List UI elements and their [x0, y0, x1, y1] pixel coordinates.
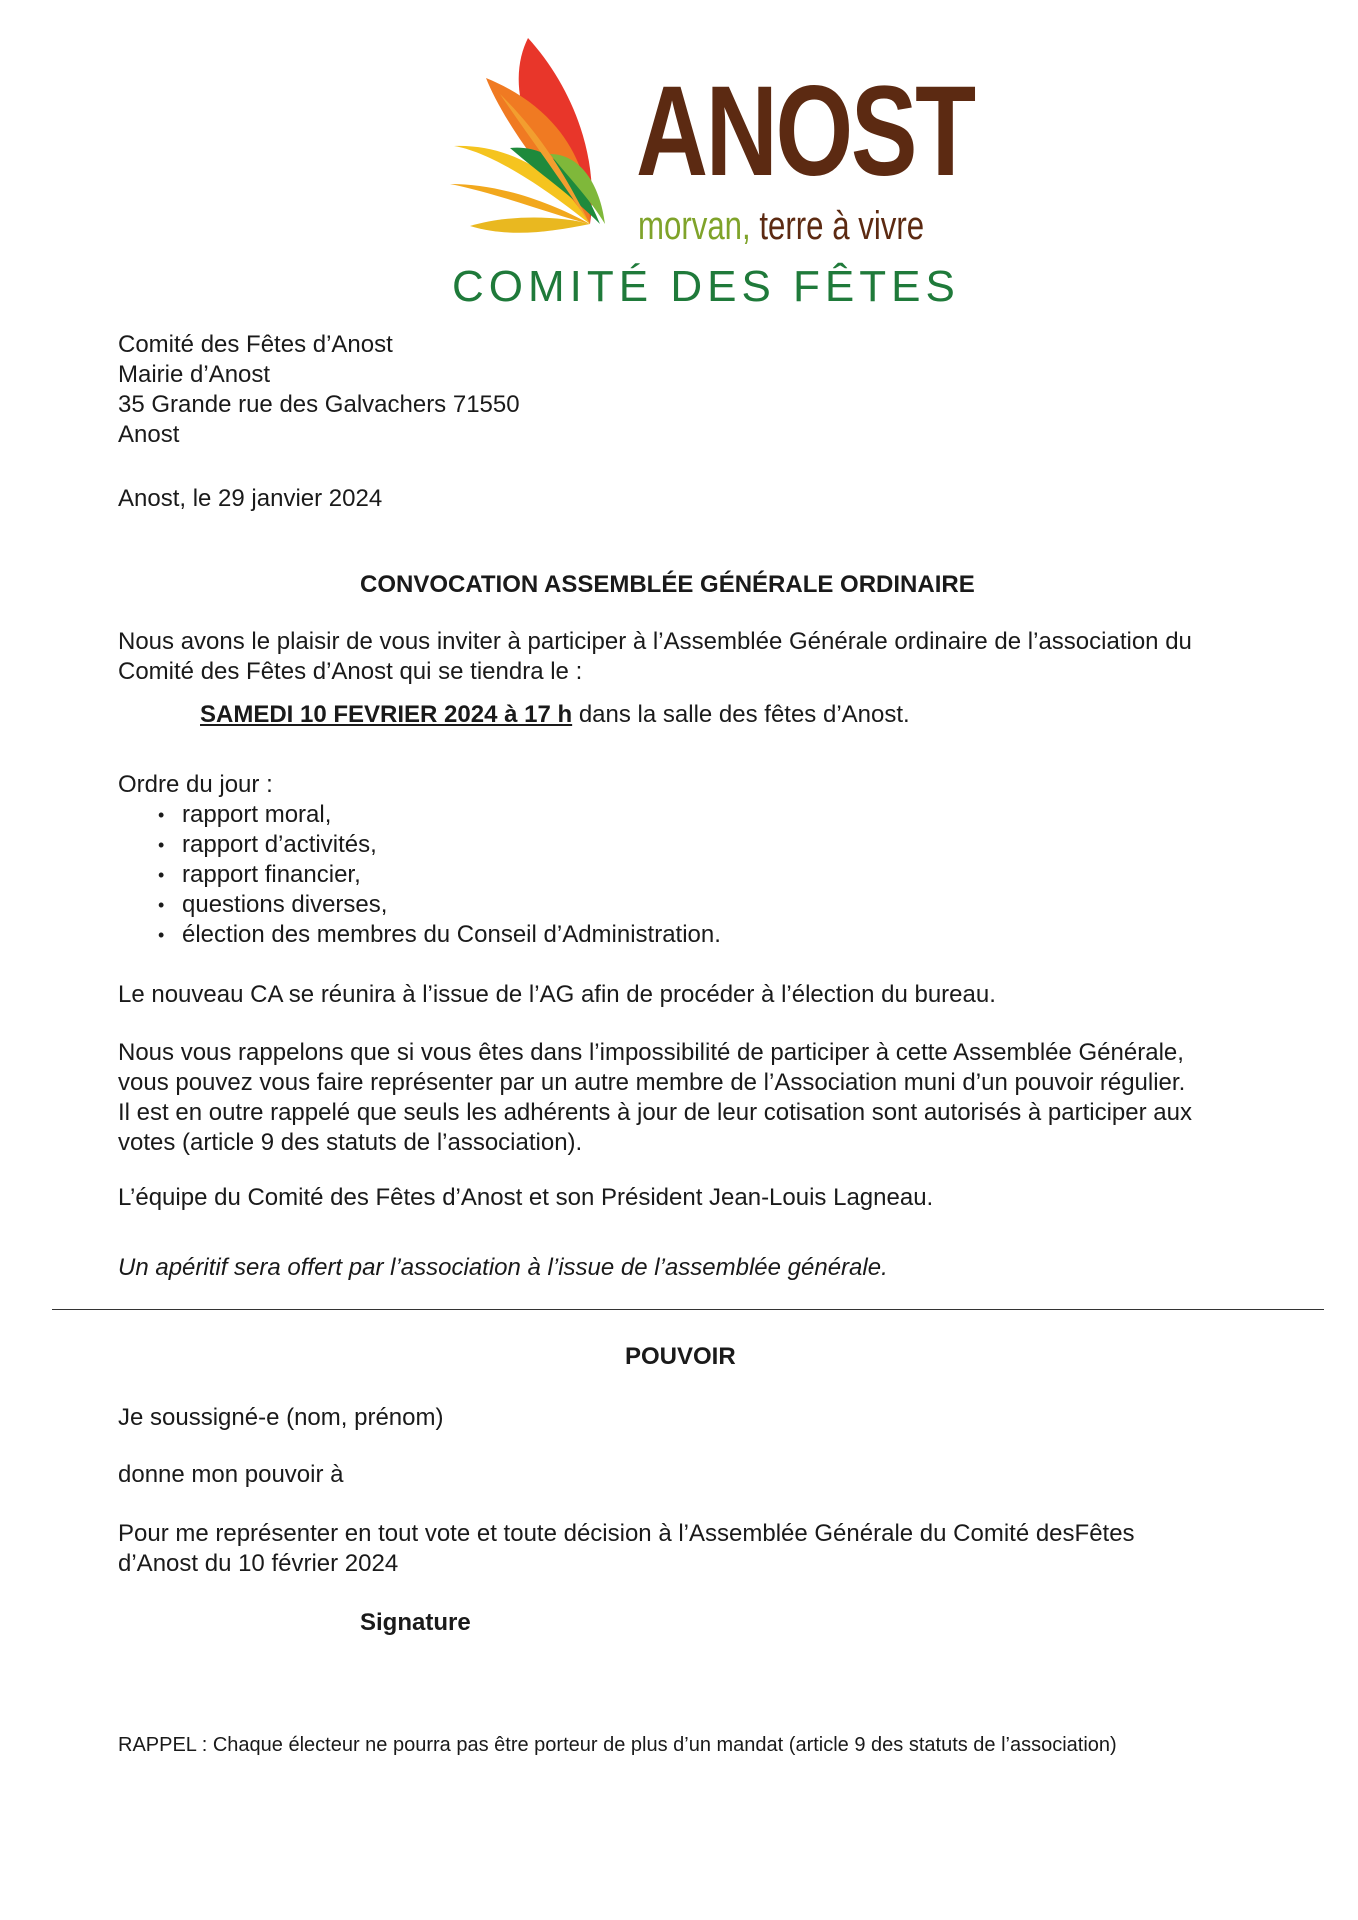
logo-slogan — [638, 206, 924, 246]
reminder-line: Nous vous rappelons que si vous êtes dans l’impossibilité de participer à cette Assemblée Générale, — [118, 1039, 1184, 1066]
represent-line: Pour me représenter en tout vote et toute décision à l’Assemblée Générale du Comité desFêtes — [118, 1520, 1135, 1547]
anost-logo — [440, 34, 974, 311]
meeting-place: dans la salle des fêtes d’Anost. — [572, 701, 910, 728]
agenda-item: • rapport financier, — [158, 860, 721, 890]
agenda-title: Ordre du jour : — [118, 771, 273, 798]
document-title: CONVOCATION ASSEMBLÉE GÉNÉRALE ORDINAIRE — [360, 571, 975, 598]
represent-paragraph — [118, 1519, 1135, 1579]
slogan-part-2: terre à vivre — [750, 204, 925, 248]
agenda-item: • rapport moral, — [158, 800, 721, 830]
reminder-line: votes (article 9 des statuts de l’association). — [118, 1129, 583, 1156]
meeting-datetime: SAMEDI 10 FEVRIER 2024 à 17 h — [200, 701, 573, 728]
team-signoff: L’équipe du Comité des Fêtes d’Anost et son Président Jean-Louis Lagneau. — [118, 1184, 934, 1211]
logo-wordmark: ANOST — [636, 60, 974, 203]
intro-paragraph — [118, 627, 1192, 687]
ca-paragraph: Le nouveau CA se réunira à l’issue de l’AG afin de procéder à l’élection du bureau. — [118, 981, 996, 1008]
agenda-list — [158, 800, 721, 950]
soussigne-line: Je soussigné-e (nom, prénom) — [118, 1404, 444, 1431]
slogan-part-1: morvan, — [638, 204, 751, 248]
agenda-item: • élection des membres du Conseil d’Administration. — [158, 920, 721, 950]
sender-line: 35 Grande rue des Galvachers 71550 — [118, 391, 520, 418]
intro-line: Comité des Fêtes d’Anost qui se tiendra le : — [118, 658, 583, 685]
sender-address — [118, 330, 520, 450]
cut-line-divider — [52, 1309, 1324, 1310]
pouvoir-title: POUVOIR — [625, 1343, 736, 1370]
reminder-line: vous pouvez vous faire représenter par un autre membre de l’Association muni d’un pouvoir régulier. — [118, 1069, 1186, 1096]
mandate-reminder: RAPPEL : Chaque électeur ne pourra pas être porteur de plus d’un mandat (article 9 des statuts de l’association) — [118, 1734, 1117, 1756]
sender-line: Mairie d’Anost — [118, 361, 271, 388]
signature-label: Signature — [360, 1609, 471, 1636]
meeting-line — [200, 700, 910, 730]
donne-pouvoir-line: donne mon pouvoir à — [118, 1461, 344, 1488]
reminder-line: Il est en outre rappelé que seuls les adhérents à jour de leur cotisation sont autorisés à participer aux — [118, 1099, 1192, 1126]
logo-subtitle: COMITÉ DES FÊTES — [452, 262, 960, 311]
letter-date: Anost, le 29 janvier 2024 — [118, 485, 383, 512]
intro-line: Nous avons le plaisir de vous inviter à participer à l’Assemblée Générale ordinaire de l’association du — [118, 628, 1192, 655]
sender-line: Comité des Fêtes d’Anost — [118, 331, 393, 358]
aperitif-note: Un apéritif sera offert par l’association à l’issue de l’assemblée générale. — [118, 1254, 888, 1281]
leaf-fan-icon — [440, 34, 640, 244]
reminder-paragraph — [118, 1038, 1192, 1158]
agenda-item: • questions diverses, — [158, 890, 721, 920]
sender-line: Anost — [118, 421, 180, 448]
represent-line: d’Anost du 10 février 2024 — [118, 1550, 399, 1577]
agenda-item: • rapport d’activités, — [158, 830, 721, 860]
